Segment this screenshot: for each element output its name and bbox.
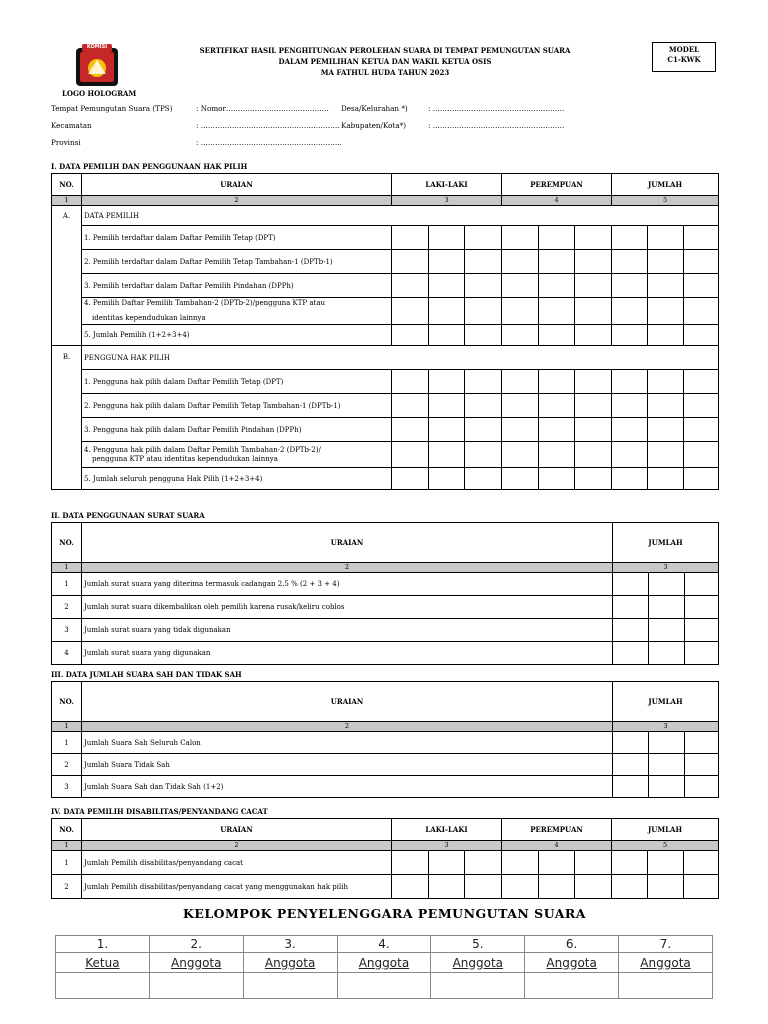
entry-cell[interactable] bbox=[429, 394, 465, 418]
entry-cell[interactable] bbox=[429, 250, 465, 274]
entry-cell[interactable] bbox=[613, 573, 649, 596]
col-num: 2 bbox=[82, 722, 613, 732]
row-label: Jumlah surat suara yang tidak digunakan bbox=[82, 619, 613, 642]
row-label: 3. Pengguna hak pilih dalam Daftar Pemilih Pindahan (DPPh) bbox=[82, 418, 392, 442]
entry-cell[interactable] bbox=[684, 851, 719, 875]
row-no-b: B. bbox=[52, 346, 82, 490]
col-num: 1 bbox=[52, 563, 82, 573]
entry-cell[interactable] bbox=[539, 298, 575, 325]
col-num: 1 bbox=[52, 196, 82, 206]
entry-cell[interactable] bbox=[612, 226, 648, 250]
col-uraian: URAIAN bbox=[82, 523, 613, 563]
entry-cell[interactable] bbox=[575, 325, 612, 346]
section-3-table bbox=[51, 681, 719, 798]
signature-box[interactable] bbox=[337, 973, 431, 999]
col-uraian: URAIAN bbox=[82, 819, 392, 841]
logo-text-top: KOMISI bbox=[86, 44, 108, 50]
signature-role: Anggota bbox=[337, 953, 431, 973]
col-uraian: URAIAN bbox=[82, 682, 613, 722]
entry-cell[interactable] bbox=[648, 274, 684, 298]
signature-box[interactable] bbox=[431, 973, 525, 999]
col-laki-laki: LAKI-LAKI bbox=[392, 819, 502, 841]
section-3-title: III. DATA JUMLAH SUARA SAH DAN TIDAK SAH bbox=[51, 670, 242, 679]
entry-cell[interactable] bbox=[392, 442, 429, 468]
entry-cell[interactable] bbox=[465, 442, 502, 468]
entry-cell[interactable] bbox=[392, 418, 429, 442]
entry-cell[interactable] bbox=[465, 418, 502, 442]
entry-cell[interactable] bbox=[649, 642, 685, 665]
col-num: 4 bbox=[502, 196, 612, 206]
row-no: 1 bbox=[52, 732, 82, 754]
row-label: Jumlah Suara Sah dan Tidak Sah (1+2) bbox=[82, 776, 613, 798]
row-label: 3. Pemilih terdaftar dalam Daftar Pemilih Pindahan (DPPh) bbox=[82, 274, 392, 298]
entry-cell[interactable] bbox=[613, 754, 649, 776]
row-label: Jumlah Suara Sah Seluruh Calon bbox=[82, 732, 613, 754]
entry-cell[interactable] bbox=[502, 875, 539, 899]
row-no-a: A. bbox=[52, 206, 82, 346]
section-2-title: II. DATA PENGGUNAAN SURAT SUARA bbox=[51, 511, 205, 520]
row-no: 2 bbox=[52, 596, 82, 619]
section-4-table bbox=[51, 818, 719, 899]
entry-cell[interactable] bbox=[392, 394, 429, 418]
row-label: Jumlah surat suara yang digunakan bbox=[82, 642, 613, 665]
entry-cell[interactable] bbox=[685, 642, 719, 665]
entry-cell[interactable] bbox=[612, 468, 648, 490]
entry-cell[interactable] bbox=[575, 298, 612, 325]
entry-cell[interactable] bbox=[648, 851, 684, 875]
table-row bbox=[52, 642, 719, 665]
table-row bbox=[52, 370, 719, 394]
table-row bbox=[52, 619, 719, 642]
entry-cell[interactable] bbox=[539, 250, 575, 274]
entry-cell[interactable] bbox=[685, 596, 719, 619]
entry-cell[interactable] bbox=[649, 754, 685, 776]
desa-label: Desa/Kelurahan *) bbox=[341, 104, 408, 113]
signature-number: 2. bbox=[149, 936, 243, 953]
section-1-table bbox=[51, 173, 719, 490]
col-num: 2 bbox=[82, 841, 392, 851]
entry-cell[interactable] bbox=[612, 442, 648, 468]
model-box bbox=[652, 42, 716, 72]
entry-cell[interactable] bbox=[649, 732, 685, 754]
row-label-line-1: 4. Pengguna hak pilih dalam Daftar Pemilih Tambahan-2 (DPTb-2)/ bbox=[84, 445, 321, 454]
model-code: C1-KWK bbox=[667, 55, 701, 64]
entry-cell[interactable] bbox=[684, 325, 719, 346]
col-num: 3 bbox=[613, 722, 719, 732]
entry-cell[interactable] bbox=[648, 325, 684, 346]
tps-field[interactable]: : Nomor……………………………………. bbox=[196, 104, 329, 113]
signature-role: Anggota bbox=[243, 953, 337, 973]
col-perempuan: PEREMPUAN bbox=[502, 819, 612, 841]
info-block bbox=[51, 104, 751, 150]
entry-cell[interactable] bbox=[612, 851, 648, 875]
entry-cell[interactable] bbox=[575, 274, 612, 298]
entry-cell[interactable] bbox=[392, 370, 429, 394]
entry-cell[interactable] bbox=[649, 619, 685, 642]
entry-cell[interactable] bbox=[465, 394, 502, 418]
entry-cell[interactable] bbox=[429, 274, 465, 298]
entry-cell[interactable] bbox=[648, 442, 684, 468]
entry-cell[interactable] bbox=[684, 468, 719, 490]
provinsi-field[interactable]: : ………………………………………………….. bbox=[196, 138, 342, 147]
entry-cell[interactable] bbox=[429, 442, 465, 468]
entry-cell[interactable] bbox=[465, 226, 502, 250]
entry-cell[interactable] bbox=[575, 442, 612, 468]
entry-cell[interactable] bbox=[612, 418, 648, 442]
row-label: 1. Pengguna hak pilih dalam Daftar Pemilih Tetap (DPT) bbox=[82, 370, 392, 394]
entry-cell[interactable] bbox=[648, 394, 684, 418]
section-2-table bbox=[51, 522, 719, 665]
row-no: 3 bbox=[52, 619, 82, 642]
row-no: 1 bbox=[52, 573, 82, 596]
entry-cell[interactable] bbox=[502, 298, 539, 325]
entry-cell[interactable] bbox=[685, 619, 719, 642]
signature-box[interactable] bbox=[619, 973, 713, 999]
entry-cell[interactable] bbox=[392, 298, 429, 325]
entry-cell[interactable] bbox=[684, 394, 719, 418]
entry-cell[interactable] bbox=[648, 226, 684, 250]
kecamatan-label: Kecamatan bbox=[51, 121, 92, 130]
row-label bbox=[82, 298, 392, 325]
entry-cell[interactable] bbox=[612, 875, 648, 899]
entry-cell[interactable] bbox=[575, 851, 612, 875]
signature-box[interactable] bbox=[149, 973, 243, 999]
entry-cell[interactable] bbox=[392, 274, 429, 298]
entry-cell[interactable] bbox=[684, 298, 719, 325]
entry-cell[interactable] bbox=[392, 851, 429, 875]
table-row bbox=[52, 732, 719, 754]
entry-cell[interactable] bbox=[465, 325, 502, 346]
col-num: 5 bbox=[612, 841, 719, 851]
entry-cell[interactable] bbox=[685, 754, 719, 776]
entry-cell[interactable] bbox=[648, 298, 684, 325]
entry-cell[interactable] bbox=[539, 325, 575, 346]
entry-cell[interactable] bbox=[539, 418, 575, 442]
entry-cell[interactable] bbox=[392, 325, 429, 346]
entry-cell[interactable] bbox=[613, 732, 649, 754]
signature-role: Ketua bbox=[56, 953, 150, 973]
signature-number: 7. bbox=[619, 936, 713, 953]
col-jumlah: JUMLAH bbox=[612, 819, 719, 841]
entry-cell[interactable] bbox=[684, 875, 719, 899]
entry-cell[interactable] bbox=[612, 250, 648, 274]
entry-cell[interactable] bbox=[429, 851, 465, 875]
entry-cell[interactable] bbox=[502, 226, 539, 250]
row-label: Jumlah surat suara yang diterima termasuk cadangan 2,5 % (2 + 3 + 4) bbox=[82, 573, 613, 596]
table-row bbox=[52, 468, 719, 490]
entry-cell[interactable] bbox=[575, 468, 612, 490]
signature-number: 3. bbox=[243, 936, 337, 953]
entry-cell[interactable] bbox=[613, 596, 649, 619]
signature-role: Anggota bbox=[619, 953, 713, 973]
signature-box[interactable] bbox=[525, 973, 619, 999]
entry-cell[interactable] bbox=[392, 468, 429, 490]
row-no: 3 bbox=[52, 776, 82, 798]
entry-cell[interactable] bbox=[429, 226, 465, 250]
kecamatan-field[interactable]: : …………………………………………………. bbox=[196, 121, 340, 130]
entry-cell[interactable] bbox=[575, 418, 612, 442]
entry-cell[interactable] bbox=[684, 274, 719, 298]
entry-cell[interactable] bbox=[429, 875, 465, 899]
signature-number: 6. bbox=[525, 936, 619, 953]
entry-cell[interactable] bbox=[613, 619, 649, 642]
table-row bbox=[52, 325, 719, 346]
col-num: 2 bbox=[82, 196, 392, 206]
table-row bbox=[52, 851, 719, 875]
col-uraian: URAIAN bbox=[82, 174, 392, 196]
row-label: 2. Pemilih terdaftar dalam Daftar Pemilih Tetap Tambahan-1 (DPTb-1) bbox=[82, 250, 392, 274]
entry-cell[interactable] bbox=[502, 325, 539, 346]
col-no: NO. bbox=[52, 523, 82, 563]
entry-cell[interactable] bbox=[612, 274, 648, 298]
signature-role: Anggota bbox=[525, 953, 619, 973]
entry-cell[interactable] bbox=[465, 298, 502, 325]
row-label bbox=[82, 442, 392, 468]
col-num: 2 bbox=[82, 563, 613, 573]
entry-cell[interactable] bbox=[392, 250, 429, 274]
entry-cell[interactable] bbox=[429, 325, 465, 346]
table-row bbox=[52, 875, 719, 899]
entry-cell[interactable] bbox=[648, 875, 684, 899]
entry-cell[interactable] bbox=[502, 468, 539, 490]
entry-cell[interactable] bbox=[684, 418, 719, 442]
row-label-line-2: identitas kependudukan lainnya bbox=[92, 314, 206, 322]
section-1-title: I. DATA PEMILIH DAN PENGGUNAAN HAK PILIH bbox=[51, 162, 248, 171]
row-label: Jumlah Suara Tidak Sah bbox=[82, 754, 613, 776]
desa-field[interactable]: : ………………………………………………. bbox=[428, 104, 565, 113]
model-label: MODEL bbox=[668, 45, 700, 54]
signatures-table bbox=[55, 935, 713, 999]
entry-cell[interactable] bbox=[502, 394, 539, 418]
entry-cell[interactable] bbox=[539, 875, 575, 899]
logo-caption: LOGO HOLOGRAM bbox=[62, 89, 137, 98]
col-no: NO. bbox=[52, 819, 82, 841]
row-label: Jumlah Pemilih disabilitas/penyandang cacat bbox=[82, 851, 392, 875]
entry-cell[interactable] bbox=[685, 776, 719, 798]
table-row bbox=[52, 573, 719, 596]
entry-cell[interactable] bbox=[502, 442, 539, 468]
entry-cell[interactable] bbox=[429, 418, 465, 442]
entry-cell[interactable] bbox=[539, 370, 575, 394]
col-jumlah: JUMLAH bbox=[612, 174, 719, 196]
signature-role: Anggota bbox=[431, 953, 525, 973]
table-row bbox=[52, 776, 719, 798]
entry-cell[interactable] bbox=[502, 250, 539, 274]
provinsi-label: Provinsi bbox=[51, 138, 81, 147]
entry-cell[interactable] bbox=[465, 370, 502, 394]
entry-cell[interactable] bbox=[465, 468, 502, 490]
entry-cell[interactable] bbox=[684, 250, 719, 274]
entry-cell[interactable] bbox=[465, 851, 502, 875]
table-row bbox=[52, 442, 719, 468]
row-label: 2. Pengguna hak pilih dalam Daftar Pemilih Tetap Tambahan-1 (DPTb-1) bbox=[82, 394, 392, 418]
entry-cell[interactable] bbox=[539, 226, 575, 250]
row-no: 2 bbox=[52, 754, 82, 776]
entry-cell[interactable] bbox=[502, 370, 539, 394]
entry-cell[interactable] bbox=[502, 418, 539, 442]
entry-cell[interactable] bbox=[575, 250, 612, 274]
row-label: Jumlah surat suara dikembalikan oleh pemilih karena rusak/keliru coblos bbox=[82, 596, 613, 619]
entry-cell[interactable] bbox=[613, 776, 649, 798]
col-num: 5 bbox=[612, 196, 719, 206]
entry-cell[interactable] bbox=[684, 370, 719, 394]
entry-cell[interactable] bbox=[392, 226, 429, 250]
kpu-logo bbox=[74, 42, 120, 88]
entry-cell[interactable] bbox=[685, 732, 719, 754]
entry-cell[interactable] bbox=[612, 298, 648, 325]
row-label-line-2: pengguna KTP atau identitas kependudukan lainnya bbox=[92, 454, 278, 463]
entry-cell[interactable] bbox=[649, 776, 685, 798]
entry-cell[interactable] bbox=[684, 226, 719, 250]
entry-cell[interactable] bbox=[648, 418, 684, 442]
table-row bbox=[52, 394, 719, 418]
entry-cell[interactable] bbox=[648, 250, 684, 274]
entry-cell[interactable] bbox=[539, 468, 575, 490]
row-label: 5. Jumlah Pemilih (1+2+3+4) bbox=[82, 325, 392, 346]
col-num: 3 bbox=[613, 563, 719, 573]
title-line-1: SERTIFIKAT HASIL PENGHITUNGAN PEROLEHAN SUARA DI TEMPAT PEMUNGUTAN SUARA bbox=[199, 46, 571, 55]
entry-cell[interactable] bbox=[612, 325, 648, 346]
signature-number: 4. bbox=[337, 936, 431, 953]
col-num: 4 bbox=[502, 841, 612, 851]
entry-cell[interactable] bbox=[465, 875, 502, 899]
entry-cell[interactable] bbox=[575, 394, 612, 418]
entry-cell[interactable] bbox=[575, 370, 612, 394]
row-label: Jumlah Pemilih disabilitas/penyandang cacat yang menggunakan hak pilih bbox=[82, 875, 392, 899]
table-row bbox=[52, 298, 719, 325]
col-no: NO. bbox=[52, 682, 82, 722]
col-laki-laki: LAKI-LAKI bbox=[392, 174, 502, 196]
entry-cell[interactable] bbox=[429, 370, 465, 394]
entry-cell[interactable] bbox=[429, 468, 465, 490]
table-row bbox=[52, 418, 719, 442]
col-jumlah: JUMLAH bbox=[613, 523, 719, 563]
entry-cell[interactable] bbox=[575, 226, 612, 250]
row-label-line-1: 4. Pemilih Daftar Pemilih Tambahan-2 (DPTb-2)/pengguna KTP atau bbox=[84, 299, 326, 307]
entry-cell[interactable] bbox=[684, 442, 719, 468]
entry-cell[interactable] bbox=[502, 274, 539, 298]
signature-box[interactable] bbox=[56, 973, 150, 999]
signature-number: 1. bbox=[56, 936, 150, 953]
subsection-a-title: DATA PEMILIH bbox=[82, 206, 719, 226]
row-no: 2 bbox=[52, 875, 82, 899]
tps-label: Tempat Pemungutan Suara (TPS) bbox=[51, 104, 173, 113]
document-title bbox=[160, 45, 610, 78]
entry-cell[interactable] bbox=[465, 250, 502, 274]
col-num: 1 bbox=[52, 841, 82, 851]
row-no: 4 bbox=[52, 642, 82, 665]
entry-cell[interactable] bbox=[539, 442, 575, 468]
title-line-3: MA FATHUL HUDA TAHUN 2023 bbox=[320, 68, 450, 77]
entry-cell[interactable] bbox=[685, 573, 719, 596]
col-no: NO. bbox=[52, 174, 82, 196]
entry-cell[interactable] bbox=[392, 875, 429, 899]
entry-cell[interactable] bbox=[612, 394, 648, 418]
entry-cell[interactable] bbox=[612, 370, 648, 394]
kabupaten-field[interactable]: : ………………………………………………. bbox=[428, 121, 565, 130]
entry-cell[interactable] bbox=[649, 573, 685, 596]
col-jumlah: JUMLAH bbox=[613, 682, 719, 722]
table-row bbox=[52, 250, 719, 274]
entry-cell[interactable] bbox=[613, 642, 649, 665]
table-row bbox=[52, 754, 719, 776]
section-4-title: IV. DATA PEMILIH DISABILITAS/PENYANDANG CACAT bbox=[51, 807, 268, 816]
kabupaten-label: Kabupaten/Kota*) bbox=[341, 121, 407, 130]
entry-cell[interactable] bbox=[502, 851, 539, 875]
entry-cell[interactable] bbox=[539, 394, 575, 418]
subsection-b-title: PENGGUNA HAK PILIH bbox=[82, 346, 719, 370]
col-num: 3 bbox=[392, 196, 502, 206]
col-num: 1 bbox=[52, 722, 82, 732]
entry-cell[interactable] bbox=[648, 468, 684, 490]
entry-cell[interactable] bbox=[429, 298, 465, 325]
signature-number: 5. bbox=[431, 936, 525, 953]
entry-cell[interactable] bbox=[575, 875, 612, 899]
title-line-2: DALAM PEMILIHAN KETUA DAN WAKIL KETUA OSIS bbox=[278, 57, 492, 66]
table-row bbox=[52, 274, 719, 298]
entry-cell[interactable] bbox=[465, 274, 502, 298]
row-label: 5. Jumlah seluruh pengguna Hak Pilih (1+2+3+4) bbox=[82, 468, 392, 490]
table-row bbox=[52, 596, 719, 619]
entry-cell[interactable] bbox=[649, 596, 685, 619]
row-label: 1. Pemilih terdaftar dalam Daftar Pemilih Tetap (DPT) bbox=[82, 226, 392, 250]
col-perempuan: PEREMPUAN bbox=[502, 174, 612, 196]
signatures-title: KELOMPOK PENYELENGGARA PEMUNGUTAN SUARA bbox=[182, 906, 587, 921]
col-num: 3 bbox=[392, 841, 502, 851]
entry-cell[interactable] bbox=[539, 274, 575, 298]
signature-role: Anggota bbox=[149, 953, 243, 973]
row-no: 1 bbox=[52, 851, 82, 875]
entry-cell[interactable] bbox=[648, 370, 684, 394]
table-row bbox=[52, 226, 719, 250]
entry-cell[interactable] bbox=[539, 851, 575, 875]
signature-box[interactable] bbox=[243, 973, 337, 999]
